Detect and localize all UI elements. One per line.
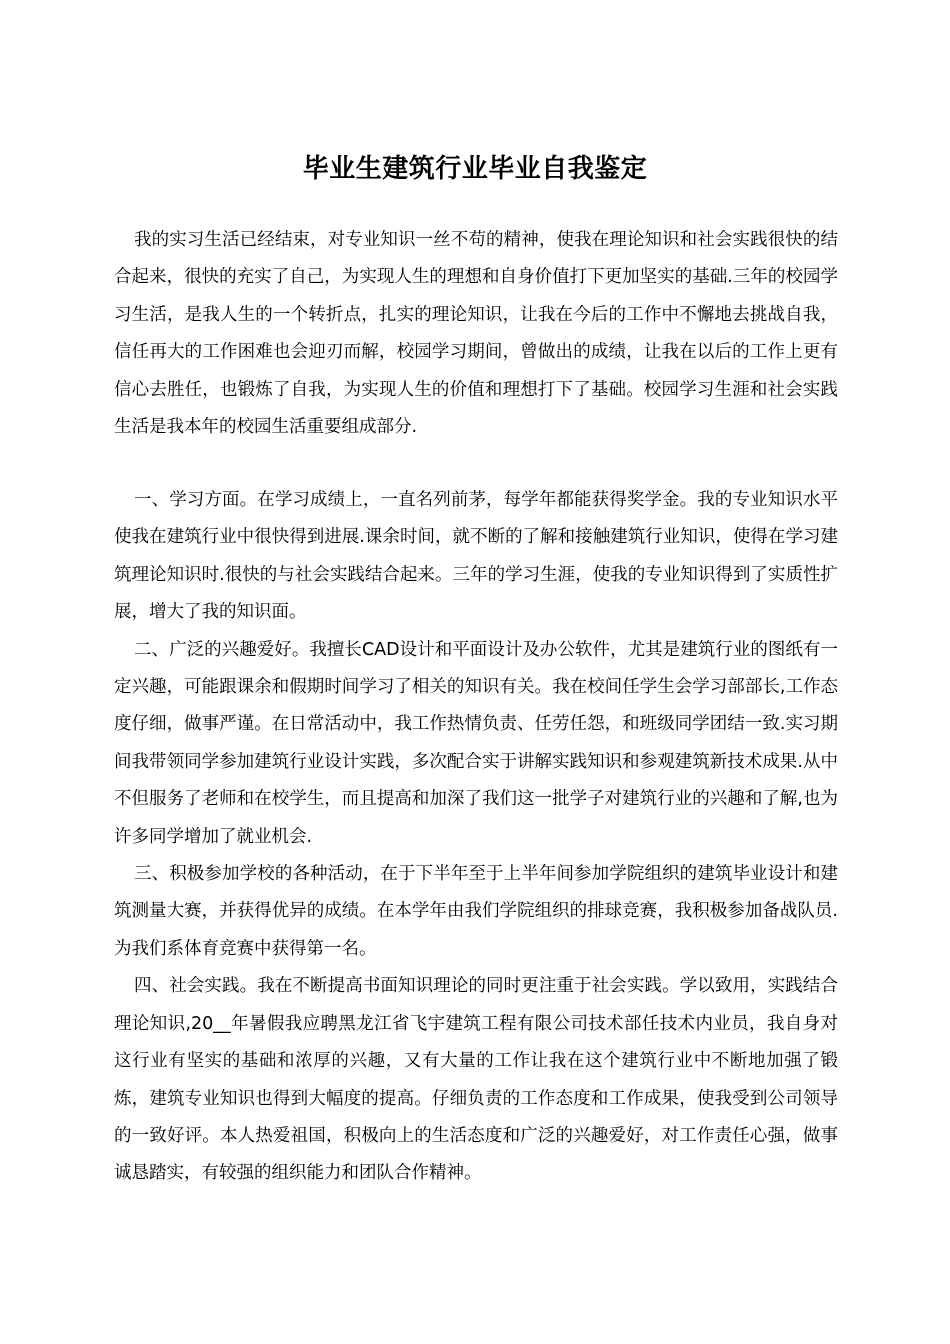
paragraph-activities: 三、积极参加学校的各种活动，在于下半年至于上半年间参加学院组织的建筑毕业设计和建筑测量大赛，并获得优异的成绩。在本学年由我们学院组织的排球竞赛，我积极参加备战队员.为我们系体育竞赛中获得第一名。 [114, 864, 838, 959]
intro-block [114, 222, 838, 446]
paragraph-intro: 我的实习生活已经结束，对专业知识一丝不苟的精神，使我在理论知识和社会实践很快的结合起来，很快的充实了自己，为实现人生的理想和自身价值打下更加坚实的基础.三年的校园学习生活，是我人生的一个转折点，扎实的理论知识，让我在今后的工作中不懈地去挑战自我，信任再大的工作困难也会迎刃而解，校园学习期间，曾做出的成绩，让我在以后的工作上更有信心去胜任，也锻炼了自我，为实现人生的价值和理想打下了基础。校园学习生涯和社会实践生活是我本年的校园生活重要组成部分. [114, 230, 838, 438]
paragraph-interests: 二、广泛的兴趣爱好。我擅长CAD设计和平面设计及办公软件，尤其是建筑行业的图纸有一定兴趣，可能跟课余和假期时间学习了相关的知识有关。我在校间任学生会学习部部长,工作态度仔细，做事严谨。在日常活动中，我工作热情负责、任劳任怨，和班级同学团结一致.实习期间我带领同学参加建筑行业设计实践，多次配合实于讲解实践知识和参观建筑新技术成果.从中不但服务了老师和在校学生，而且提高和加深了我们这一批学子对建筑行业的兴趣和了解,也为许多同学增加了就业机会. [114, 639, 838, 847]
document-title: 毕业生建筑行业毕业自我鉴定 [302, 154, 648, 185]
sections-block [114, 482, 838, 1193]
paragraph-study: 一、学习方面。在学习成绩上，一直名列前茅，每学年都能获得奖学金。我的专业知识水平使我在建筑行业中很快得到进展.课余时间，就不断的了解和接触建筑行业知识，使得在学习建筑理论知识时.很快的与社会实践结合起来。三年的学习生涯，使我的专业知识得到了实质性扩展，增大了我的知识面。 [114, 490, 838, 623]
paragraph-practice: 四、社会实践。我在不断提高书面知识理论的同时更注重于社会实践。学以致用，实践结合理论知识,20__年暑假我应聘黑龙江省飞宇建筑工程有限公司技术部任技术内业员，我自身对这行业有坚实的基础和浓厚的兴趣，又有大量的工作让我在这个建筑行业中不断地加强了锻炼，建筑专业知识也得到大幅度的提高。仔细负责的工作态度和工作成果，使我受到公司领导的一致好评。本人热爱祖国，积极向上的生活态度和广泛的兴趣爱好，对工作责任心强，做事诚恳踏实，有较强的组织能力和团队合作精神。 [114, 976, 838, 1184]
